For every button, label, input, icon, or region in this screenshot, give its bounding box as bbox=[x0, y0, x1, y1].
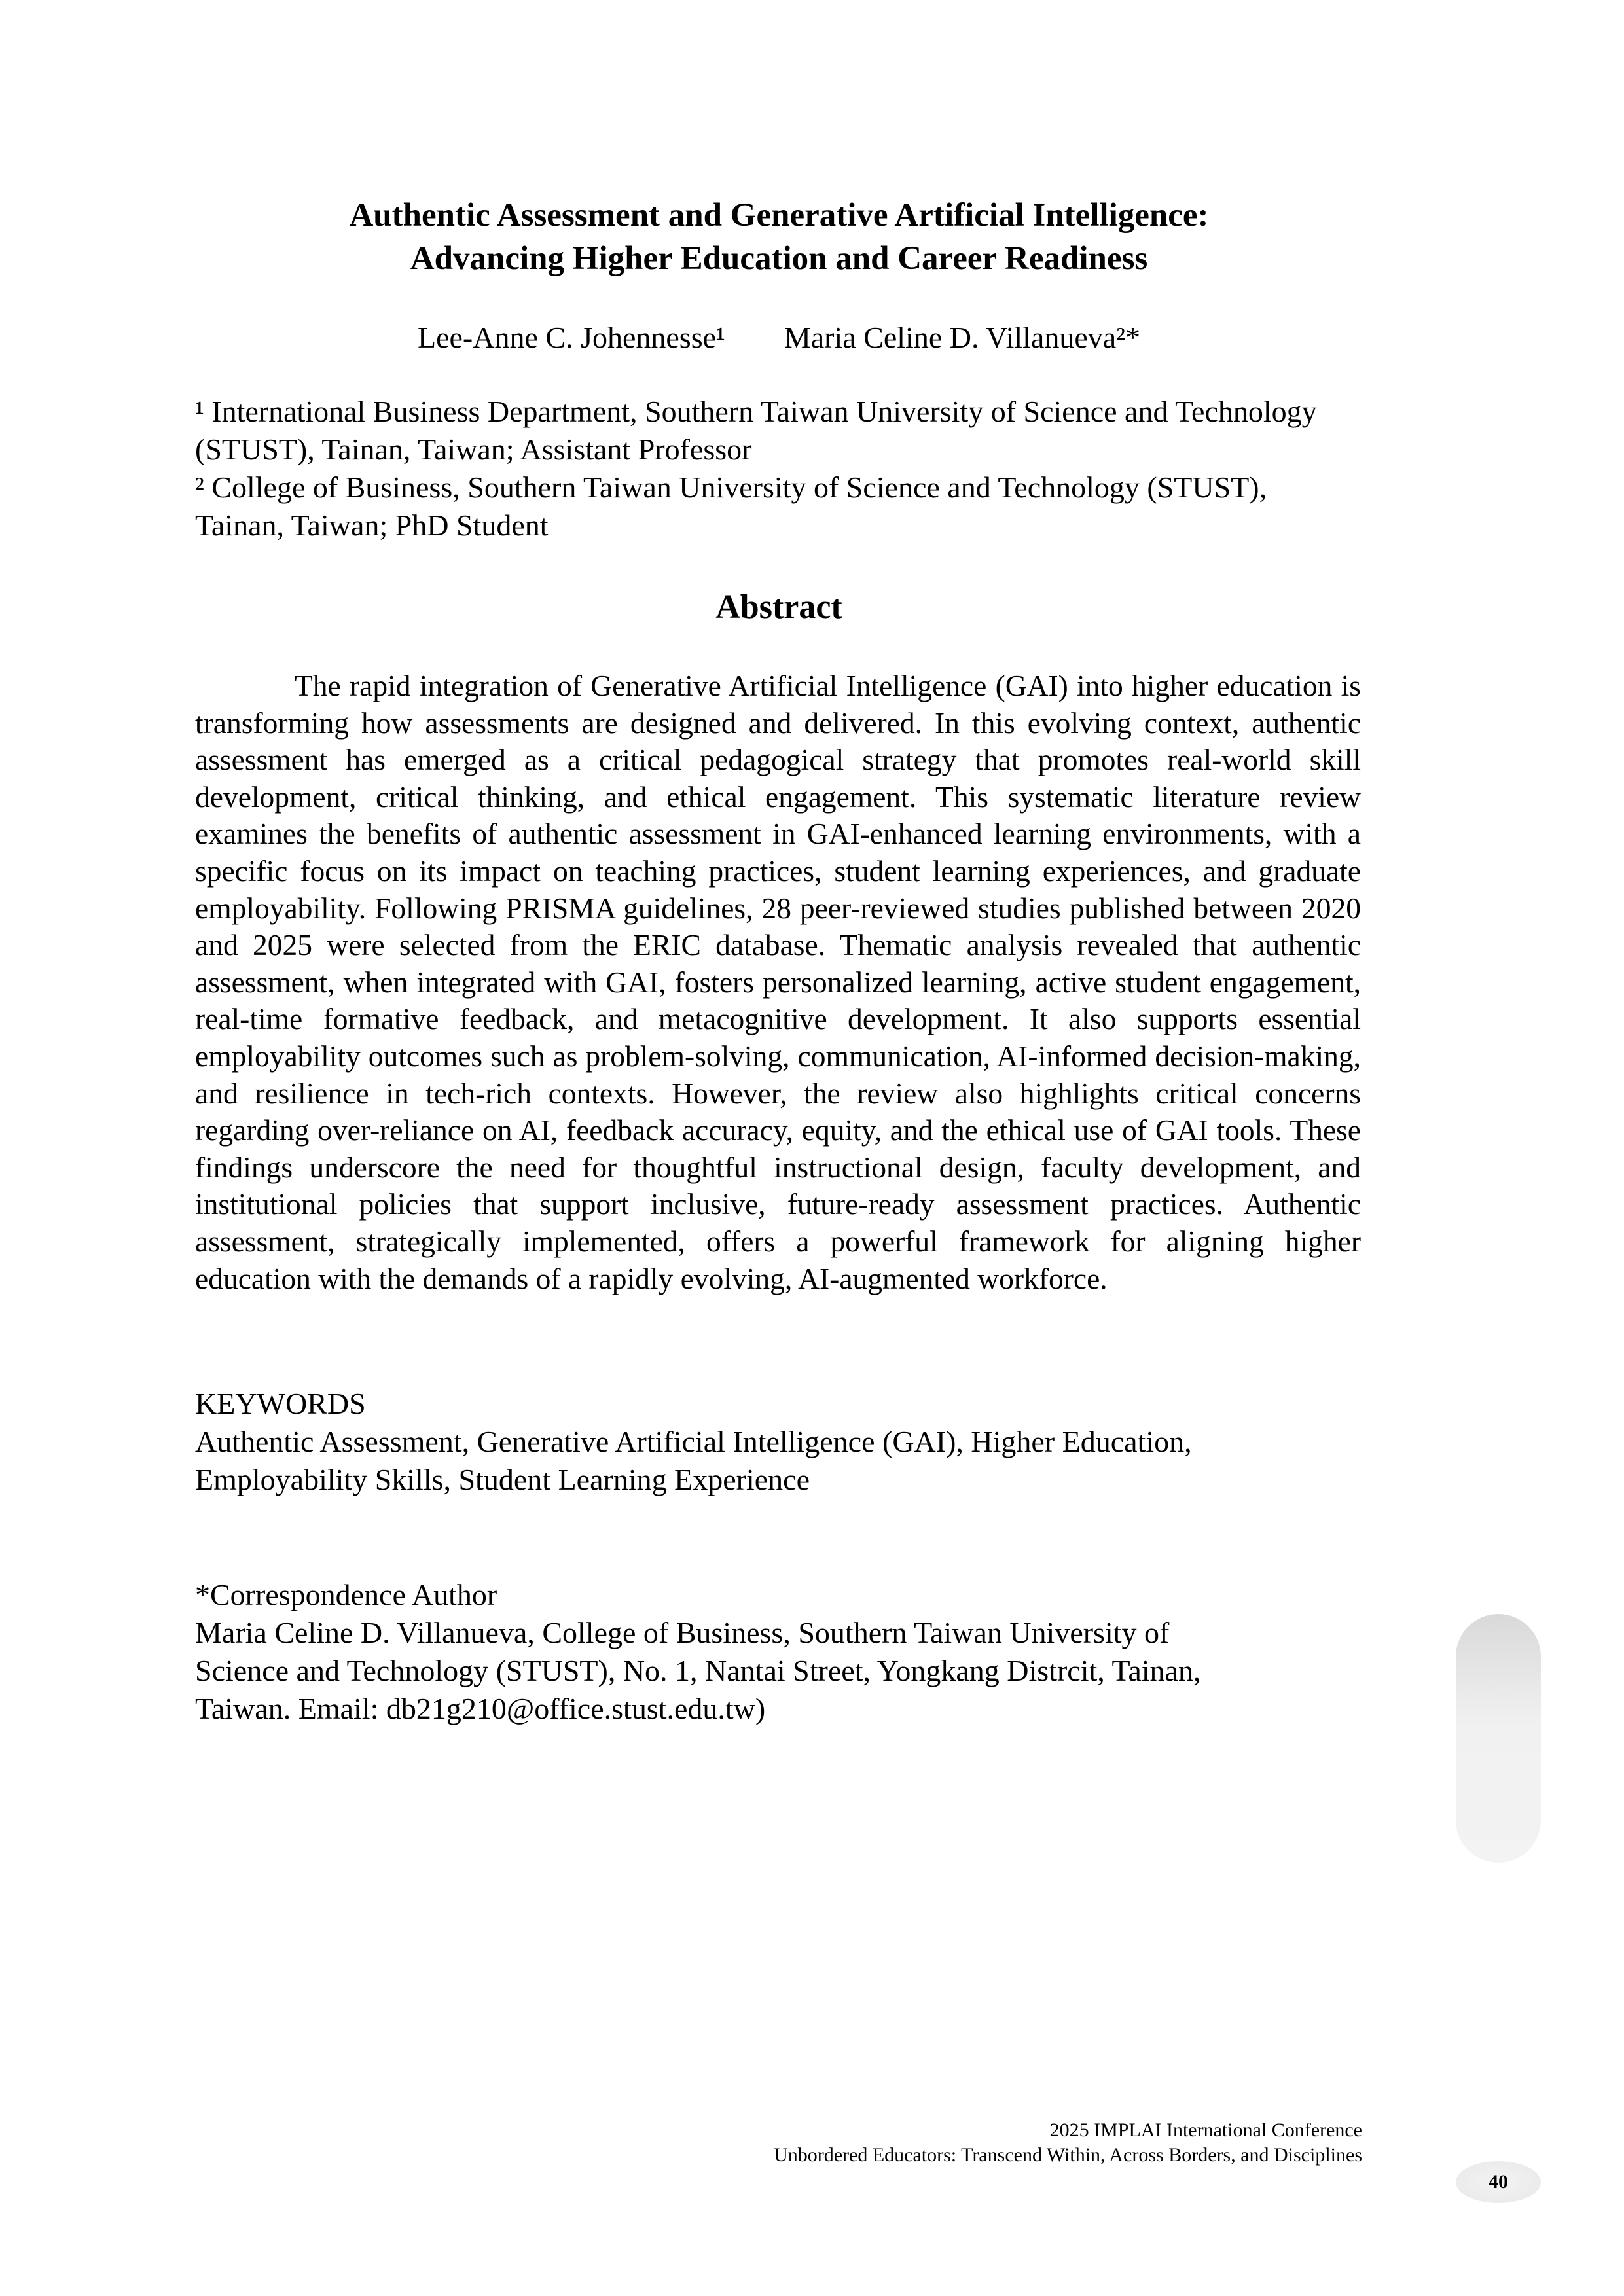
author-name: Lee-Anne C. Johennesse bbox=[418, 321, 717, 354]
correspondence-line: Maria Celine D. Villanueva, College of Business, Southern Taiwan University of bbox=[195, 1616, 1170, 1649]
correspondence-line: Taiwan. Email: db21g210@office.stust.edu.tw) bbox=[195, 1692, 766, 1725]
footer-conference: 2025 IMPLAI International Conference bbox=[1049, 2119, 1362, 2141]
correspondence-heading: *Correspondence Author bbox=[195, 1578, 497, 1611]
author-mark: ²* bbox=[1116, 321, 1140, 354]
abstract-heading: Abstract bbox=[715, 588, 842, 626]
abstract-body: The rapid integration of Generative Artificial Intelligence (GAI) into higher education is transforming how assessments are designed and delivered. In this evolving context, authentic assessment has emerged as a critical pedagogical strategy that promotes real-world skill development, critical thinking, and ethical engagement. This systematic literature review examines the benefits of authentic assessment in GAI-enhanced learning environments, with a specific focus on its impact on teaching practices, student learning experiences, and graduate employability. Following PRISMA guidelines, 28 peer-reviewed studies published between 2020 and 2025 were selected from the ERIC database. Thematic analysis revealed that authentic assessment, when integrated with GAI, fosters personalized learning, active student engagement, real-time formative feedback, and metacognitive development. It also supports essential employability outcomes such as problem-solving, communication, AI-informed decision-making, and resilience in tech-rich contexts. However, the review also highlights critical concerns regarding over-reliance on AI, feedback accuracy, equity, and the ethical use of GAI tools. These findings underscore the need for thoughtful instructional design, faculty development, and institutional policies that support inclusive, future-ready assessment practices. Authentic assessment, strategically implemented, offers a powerful framework for aligning higher education with the demands of a rapidly evolving, AI-augmented workforce. bbox=[195, 669, 1361, 1295]
author-name: Maria Celine D. Villanueva bbox=[784, 321, 1117, 354]
author-mark: ¹ bbox=[716, 321, 725, 354]
affiliation-2: ² College of Business, Southern Taiwan University of Science and Technology (STUST), Tainan, Taiwan; PhD Student bbox=[195, 471, 1267, 542]
correspondence-section bbox=[195, 1576, 1360, 1728]
affiliations bbox=[195, 393, 1360, 545]
title-line-2: Advancing Higher Education and Career Readiness bbox=[410, 240, 1148, 277]
paper-title bbox=[196, 194, 1362, 280]
title-line-1: Authentic Assessment and Generative Artificial Intelligence: bbox=[349, 197, 1209, 234]
page-number-badge bbox=[1456, 2161, 1541, 2203]
correspondence-line: Science and Technology (STUST), No. 1, Nantai Street, Yongkang Distrcit, Tainan, bbox=[195, 1654, 1201, 1687]
page-footer bbox=[774, 2118, 1362, 2168]
decorative-side-tab bbox=[1456, 1614, 1541, 1863]
keywords-heading: KEYWORDS bbox=[195, 1387, 366, 1420]
keywords-section bbox=[195, 1385, 1360, 1499]
footer-theme: Unbordered Educators: Transcend Within, Across Borders, and Disciplines bbox=[774, 2144, 1362, 2166]
author-list bbox=[196, 319, 1362, 356]
affiliation-1: ¹ International Business Department, Southern Taiwan University of Science and Technology (STUST), Tainan, Taiwan; Assistant Professor bbox=[195, 395, 1317, 466]
page-number: 40 bbox=[1489, 2171, 1508, 2193]
keywords-list: Authentic Assessment, Generative Artificial Intelligence (GAI), Higher Education, Employability Skills, Student Learning Experience bbox=[195, 1425, 1192, 1496]
